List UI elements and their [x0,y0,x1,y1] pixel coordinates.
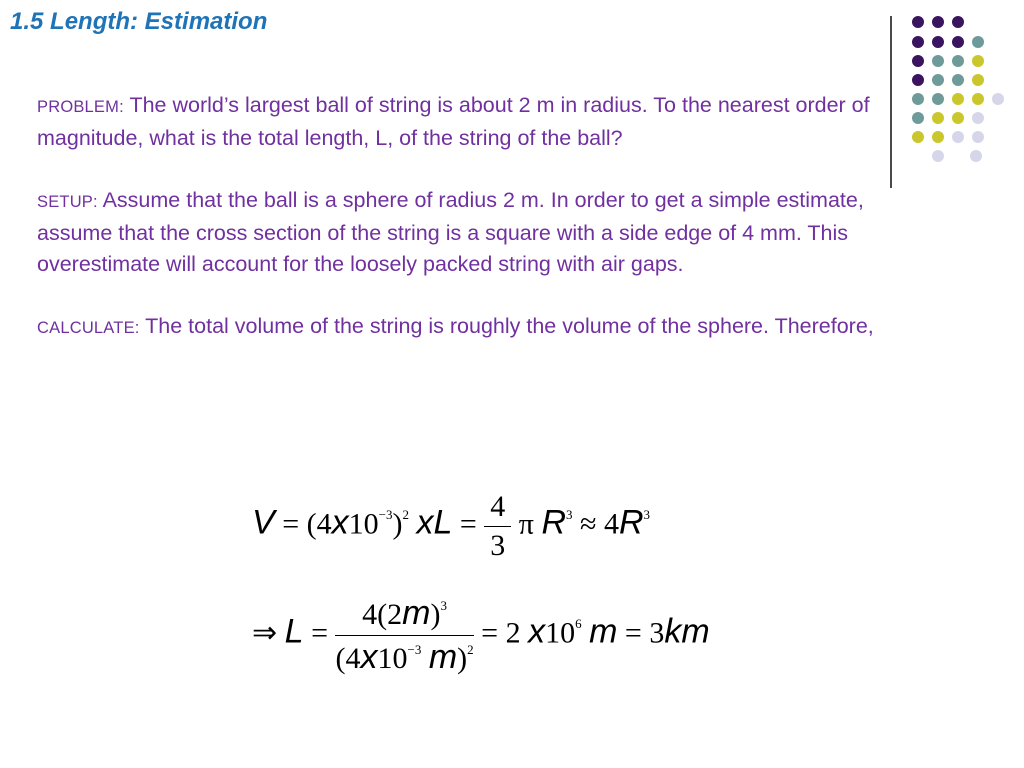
eq1-frac-den: 3 [490,529,506,562]
eq2-num-b: ) [430,598,441,631]
decorative-dot [972,74,984,86]
eq2-den-x: x [360,638,378,676]
slide-body [37,90,897,375]
problem-text: The world’s largest ball of string is about 2 m in radius. To the nearest order of magnitude, what is the total length, L, of the string of the ball? [37,93,870,150]
eq2-num-exp: 3 [440,598,447,613]
eq1-equals: = [282,507,300,541]
decorative-dot [912,112,924,124]
decorative-dot [952,55,964,67]
eq1-R: R [541,503,567,542]
eq1-R2: R [618,503,644,542]
decorative-dot [972,93,984,105]
decorative-dot [912,55,924,67]
eq1-frac-num: 4 [484,490,511,527]
eq1-four: 4 [603,507,619,541]
calculate-paragraph [37,311,897,344]
decorative-dot [912,74,924,86]
eq1-exp-3a: 3 [566,507,573,523]
decorative-dot [972,131,984,143]
eq2-den-exp-b: 2 [467,642,474,657]
eq2-den-b: ) [457,642,468,675]
eq2-exp-6: 6 [575,616,582,632]
eq1-approx: ≈ [580,507,597,541]
decorative-dot [932,36,944,48]
eq2-times: x [528,612,546,651]
eq2-num-a: 4(2 [362,598,403,631]
eq1-exp-3b: 3 [643,507,651,523]
eq2-den-exp-a: −3 [407,642,422,657]
eq2-fraction [335,594,473,677]
decorative-dot [972,36,984,48]
decorative-dot [952,74,964,86]
decorative-dot [932,150,944,162]
eq2-ten: 10 [545,616,576,650]
eq2-num-m: m [402,594,431,632]
eq2-den-a: (4 [335,642,361,675]
eq1-L: L [433,503,453,542]
decorative-dot [932,131,944,143]
eq2-three: 3 [649,616,665,650]
decorative-dot [952,16,964,28]
eq1-paren-open: (4 [306,507,332,541]
length-equation [252,594,710,677]
eq1-fraction [484,490,511,563]
problem-paragraph [37,90,897,154]
eq1-paren-close: ) [392,507,403,541]
decorative-dot [932,93,944,105]
volume-equation [252,490,650,563]
decorative-dot [952,112,964,124]
decorative-dot [912,16,924,28]
decorative-dot [952,131,964,143]
decorative-dot [912,93,924,105]
eq2-frac-den [335,636,473,677]
decorative-dot [952,93,964,105]
eq2-equals-3: = [624,616,642,650]
decorative-dot [912,36,924,48]
eq1-times-b: x [416,503,434,542]
eq2-L: L [284,612,304,651]
eq1-exp-2: 2 [402,507,409,523]
eq1-times-a: x [331,503,349,542]
calculate-text: The total volume of the string is roughly the volume of the sphere. Therefore, [145,314,874,338]
decorative-dot [972,112,984,124]
eq2-equals: = [311,616,328,650]
decorative-dot [992,93,1004,105]
eq1-equals-2: = [459,507,477,541]
decorative-dot [970,150,982,162]
eq1-ten: 10 [348,507,379,541]
setup-paragraph [37,185,897,280]
decorative-dot [972,55,984,67]
eq2-m: m [589,612,618,651]
eq2-den-m: m [428,638,458,676]
setup-text: Assume that the ball is a sphere of radius 2 m. In order to get a simple estimate, assume that the cross section of the string is a square with a side edge of 4 mm. This overestimate will account for the loosely packed string with air gaps. [37,188,864,276]
eq1-exp-neg3: −3 [378,507,393,523]
eq1-pi: π [518,507,534,541]
slide-title: 1.5 Length: Estimation [10,8,268,35]
calculate-label: CALCULATE: [37,319,140,337]
eq1-V: V [252,503,275,542]
decorative-dot [912,131,924,143]
eq2-frac-num [335,594,473,636]
eq2-den-ten: 10 [377,642,408,675]
eq2-implies: ⇒ [252,616,278,650]
decorative-dot [932,55,944,67]
eq2-km: km [664,612,710,651]
setup-label: SETUP: [37,193,98,211]
problem-label: PROBLEM: [37,98,124,116]
decorative-dot [952,36,964,48]
eq2-equals-2: = [481,616,499,650]
eq2-two: 2 [505,616,521,650]
decorative-dot [932,74,944,86]
decorative-dot [932,16,944,28]
decorative-dot [932,112,944,124]
